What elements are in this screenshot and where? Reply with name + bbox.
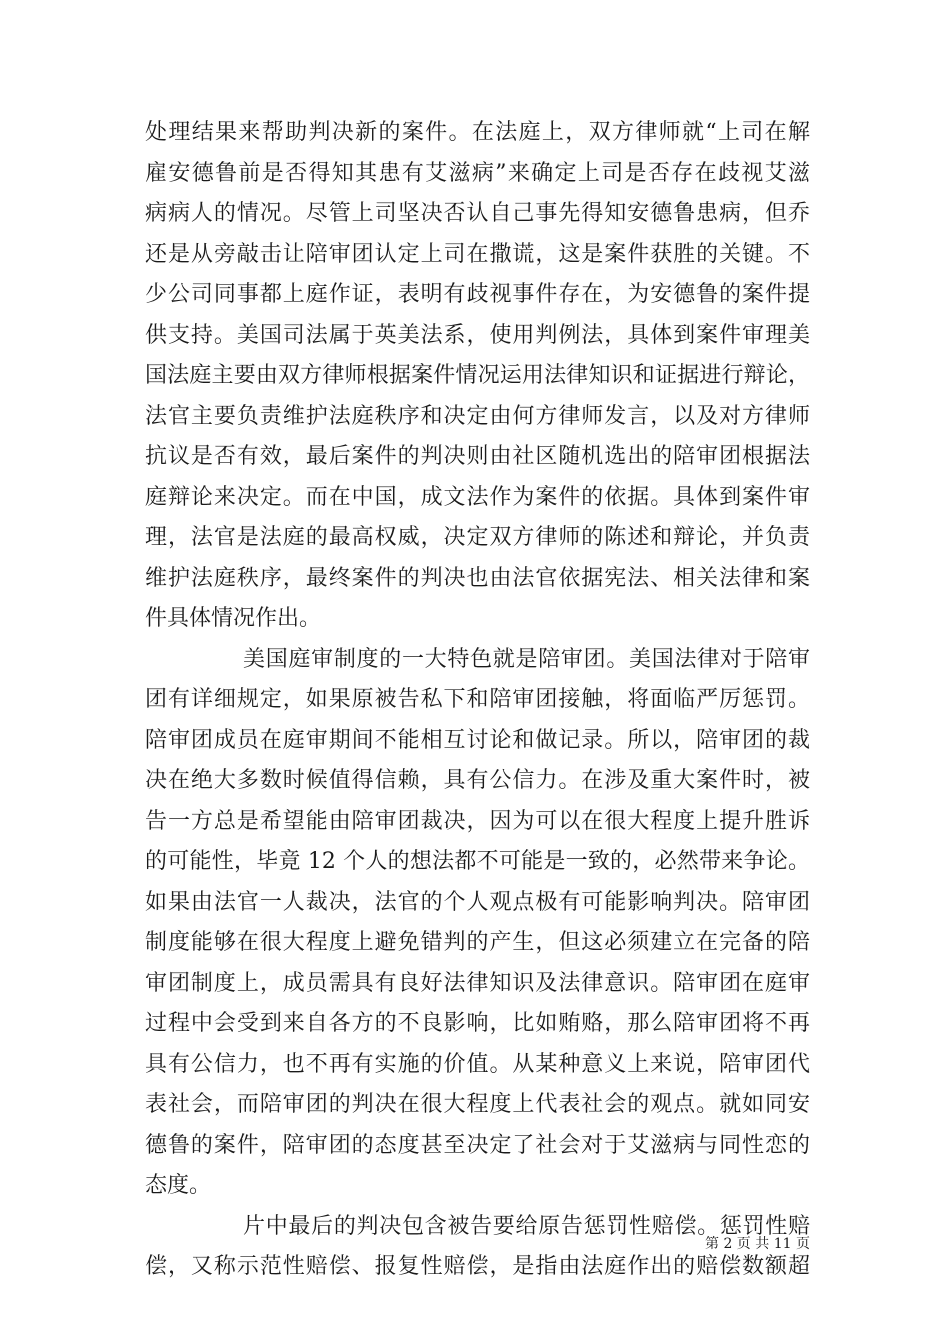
text-line: 法官主要负责维护法庭秩序和决定由何方律师发言，以及对方律师 [145,403,810,429]
text-line: 维护法庭秩序，最终案件的判决也由法官依据宪法、相关法律和案 [145,565,810,591]
text-line: 如果由法官一人裁决，法官的个人观点极有可能影响判决。陪审团 [145,889,810,915]
text-line: 庭辩论来决定。而在中国，成文法作为案件的依据。具体到案件审 [145,484,810,510]
document-body [145,113,810,1288]
text-line: 表社会，而陪审团的判决在很大程度上代表社会的观点。就如同安 [145,1092,810,1117]
text-line: 制度能够在很大程度上避免错判的产生，但这必须建立在完备的陪 [145,930,810,955]
text-line: 的可能性，毕竟 12 个人的想法都不可能是一致的，必然带来争论。 [145,849,810,874]
text-line: 陪审团成员在庭审期间不能相互讨论和做记录。所以，陪审团的裁 [145,727,810,753]
text-line: 具有公信力，也不再有实施的价值。从某种意义上来说，陪审团代 [145,1051,810,1077]
text-line: 供支持。美国司法属于英美法系，使用判例法，具体到案件审理美 [145,322,810,348]
text-line: 件具体情况作出。 [145,606,322,631]
text-line: 偿，又称示范性赔偿、报复性赔偿，是指由法庭作出的赔偿数额超 [145,1254,810,1279]
text-line: 态度。 [145,1173,212,1198]
text-line: 过程中会受到来自各方的不良影响，比如贿赂，那么陪审团将不再 [145,1011,810,1036]
text-line: 雇安德鲁前是否得知其患有艾滋病”来确定上司是否存在歧视艾滋 [145,160,810,186]
text-line: 审团制度上，成员需具有良好法律知识及法律意识。陪审团在庭审 [145,970,810,996]
text-line: 抗议是否有效，最后案件的判决则由社区随机选出的陪审团根据法 [145,444,810,469]
text-line: 处理结果来帮助判决新的案件。在法庭上，双方律师就“上司在解 [145,120,810,145]
text-line: 少公司同事都上庭作证，表明有歧视事件存在，为安德鲁的案件提 [145,282,810,307]
text-line: 国法庭主要由双方律师根据案件情况运用法律知识和证据进行辩论， [145,363,810,388]
text-line: 还是从旁敲击让陪审团认定上司在撒谎，这是案件获胜的关键。不 [145,241,810,267]
paragraph-start-line: 片中最后的判决包含被告要给原告惩罚性赔偿。惩罚性赔 [243,1213,810,1239]
text-line: 团有详细规定，如果原被告私下和陪审团接触，将面临严厉惩罚。 [145,687,810,712]
page-number-footer: 第 2 页 共 11 页 [705,1236,810,1252]
text-line: 告一方总是希望能由陪审团裁决，因为可以在很大程度上提升胜诉 [145,808,810,834]
text-line: 决在绝大多数时候值得信赖，具有公信力。在涉及重大案件时，被 [145,768,810,793]
text-line: 理，法官是法庭的最高权威，决定双方律师的陈述和辩论，并负责 [145,525,810,550]
text-line: 德鲁的案件，陪审团的态度甚至决定了社会对于艾滋病与同性恋的 [145,1132,810,1158]
paragraph-start-line: 美国庭审制度的一大特色就是陪审团。美国法律对于陪审 [243,646,810,672]
text-line: 病病人的情况。尽管上司坚决否认自己事先得知安德鲁患病，但乔 [145,201,810,226]
